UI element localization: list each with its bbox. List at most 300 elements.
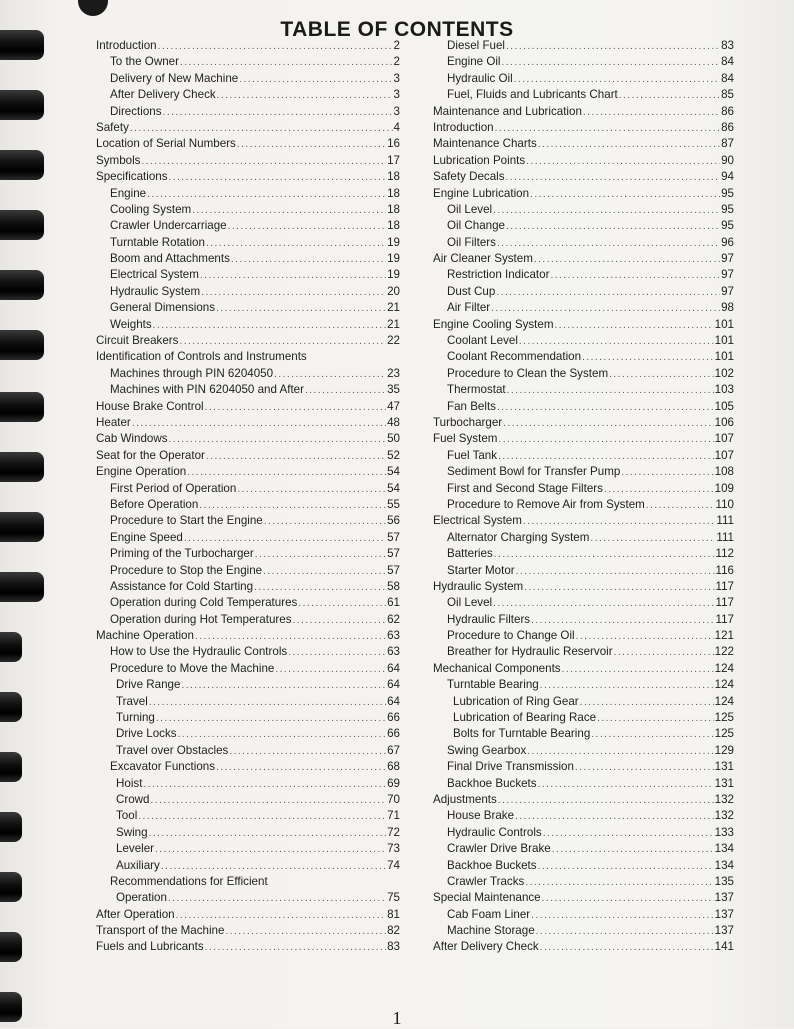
toc-entry-page: 107 — [714, 448, 734, 462]
toc-entry — [433, 808, 734, 824]
toc-entry — [433, 546, 734, 562]
toc-entry — [96, 38, 400, 54]
toc-entry-page: 18 — [387, 219, 400, 233]
toc-entry-page: 2 — [393, 55, 400, 69]
toc-entry-title: Specifications — [96, 170, 168, 184]
toc-entry-title: First and Second Stage Filters — [447, 481, 603, 495]
leader-dots — [288, 645, 386, 660]
toc-entry — [96, 448, 400, 464]
leader-dots — [583, 105, 720, 120]
toc-entry-page: 16 — [387, 137, 400, 151]
toc-entry-title: Electrical System — [110, 268, 199, 282]
leader-dots — [552, 842, 714, 857]
toc-entry — [433, 923, 734, 939]
toc-entry-title: Fuel, Fluids and Lubricants Chart — [447, 88, 618, 102]
toc-entry — [96, 759, 400, 775]
toc-entry-title: Adjustments — [433, 792, 497, 806]
toc-entry — [96, 464, 400, 480]
leader-dots — [130, 121, 393, 136]
toc-entry-title: Hydraulic Filters — [447, 612, 531, 626]
toc-entry-page: 107 — [714, 432, 734, 446]
toc-entry-page: 81 — [387, 907, 400, 921]
leader-dots — [138, 809, 386, 824]
leader-dots — [495, 121, 721, 136]
toc-entry-page: 52 — [387, 448, 400, 462]
toc-entry — [96, 153, 400, 169]
toc-entry-title: Priming of the Turbocharger — [110, 547, 254, 561]
toc-entry-title: Maintenance and Lubrication — [433, 104, 582, 118]
toc-entry — [433, 644, 734, 660]
leader-dots — [506, 219, 720, 234]
toc-entry-page: 134 — [714, 858, 734, 872]
toc-entry-page: 21 — [387, 301, 400, 315]
toc-entry-page: 57 — [387, 547, 400, 561]
toc-entry-title: Engine — [110, 186, 147, 200]
leader-dots — [168, 891, 386, 906]
toc-entry-title: Special Maintenance — [433, 891, 541, 905]
leader-dots — [216, 301, 386, 316]
toc-entry-page: 84 — [721, 71, 734, 85]
toc-entry-page: 50 — [387, 432, 400, 446]
leader-dots — [497, 236, 720, 251]
toc-entry — [433, 841, 734, 857]
toc-entry — [96, 120, 400, 136]
binding-ring — [0, 150, 44, 180]
toc-entry-page: 131 — [714, 776, 734, 790]
toc-entry — [96, 54, 400, 70]
binding-ring — [0, 210, 44, 240]
leader-dots — [200, 268, 386, 283]
leader-dots — [187, 465, 386, 480]
leader-dots — [498, 793, 714, 808]
leader-dots — [525, 875, 713, 890]
leader-dots — [619, 88, 720, 103]
toc-entry-title: Hydraulic Oil — [447, 71, 513, 85]
toc-entry-page: 137 — [714, 924, 734, 938]
toc-entry-title: Mechanical Components — [433, 661, 561, 675]
leader-dots — [538, 859, 714, 874]
toc-entry-title: Circuit Breakers — [96, 334, 179, 348]
toc-entry-page: 19 — [387, 268, 400, 282]
toc-entry-page: 117 — [715, 596, 734, 610]
leader-dots — [151, 793, 387, 808]
toc-entry — [96, 186, 400, 202]
leader-dots — [646, 498, 715, 513]
toc-entry-page: 129 — [714, 743, 734, 757]
toc-entry — [433, 694, 734, 710]
leader-dots — [531, 613, 714, 628]
toc-entry — [96, 743, 400, 759]
toc-entry-page: 19 — [387, 252, 400, 266]
toc-entry-page: 83 — [387, 940, 400, 954]
toc-entry — [433, 628, 734, 644]
toc-entry-page: 116 — [715, 563, 734, 577]
leader-dots — [255, 547, 386, 562]
toc-entry-page: 95 — [721, 202, 734, 216]
toc-entry-title: General Dimensions — [110, 301, 216, 315]
toc-entry-title: Hydraulic Controls — [447, 825, 542, 839]
toc-entry-page: 64 — [387, 678, 400, 692]
toc-entry — [433, 661, 734, 677]
leader-dots — [516, 564, 715, 579]
leader-dots — [263, 564, 386, 579]
page-title: TABLE OF CONTENTS — [280, 18, 514, 41]
toc-entry-page: 86 — [721, 104, 734, 118]
leader-dots — [534, 252, 720, 267]
toc-entry-page: 86 — [721, 120, 734, 134]
toc-entry-title: Safety — [96, 120, 129, 134]
toc-entry-title: Cab Foam Liner — [447, 907, 531, 921]
toc-entry — [433, 251, 734, 267]
toc-entry-title: Excavator Functions — [110, 760, 216, 774]
toc-entry-title: Crowd — [116, 792, 150, 806]
toc-entry-page: 141 — [714, 940, 734, 954]
leader-dots — [575, 760, 714, 775]
toc-entry-title: Maintenance Charts — [433, 137, 537, 151]
toc-entry-title: Symbols — [96, 153, 141, 167]
toc-entry-title: Cooling System — [110, 202, 192, 216]
toc-entry — [96, 792, 400, 808]
toc-entry-page: 117 — [715, 579, 734, 593]
leader-dots — [597, 711, 714, 726]
leader-dots — [264, 514, 386, 529]
toc-entry-title: Fuels and Lubricants — [96, 940, 204, 954]
leader-dots — [192, 203, 386, 218]
leader-dots — [543, 826, 714, 841]
page-number: 1 — [392, 1008, 402, 1028]
toc-entry-page: 20 — [387, 284, 400, 298]
toc-entry-title: Batteries — [447, 547, 493, 561]
leader-dots — [503, 416, 713, 431]
toc-entry — [433, 858, 734, 874]
leader-dots — [176, 908, 386, 923]
leader-dots — [216, 760, 386, 775]
leader-dots — [199, 498, 386, 513]
toc-entry — [433, 710, 734, 726]
toc-entry — [433, 776, 734, 792]
toc-entry — [433, 874, 734, 890]
toc-entry-page: 95 — [721, 186, 734, 200]
toc-entry-title: Breather for Hydraulic Reservoir — [447, 645, 613, 659]
toc-entry-page: 112 — [715, 547, 734, 561]
toc-entry-page: 98 — [721, 301, 734, 315]
toc-entry-title: Oil Filters — [447, 235, 496, 249]
toc-entry-title: Fuel System — [433, 432, 498, 446]
toc-entry-title: Oil Level — [447, 202, 493, 216]
toc-entry — [96, 431, 400, 447]
toc-entry-page: 95 — [721, 219, 734, 233]
toc-entry-page: 19 — [387, 235, 400, 249]
toc-entry — [96, 169, 400, 185]
toc-entry — [433, 153, 734, 169]
toc-entry — [433, 743, 734, 759]
toc-entry-title: House Brake — [447, 809, 515, 823]
toc-entry — [433, 38, 734, 54]
toc-column-left — [96, 38, 400, 956]
toc-entry-title: Thermostat — [447, 383, 506, 397]
toc-entry-page: 97 — [721, 284, 734, 298]
toc-entry-title: Air Filter — [447, 301, 491, 315]
leader-dots — [604, 482, 714, 497]
leader-dots — [536, 924, 714, 939]
toc-entry-title: Backhoe Buckets — [447, 858, 537, 872]
toc-entry-page: 105 — [714, 399, 734, 413]
leader-dots — [498, 449, 714, 464]
toc-entry-page: 83 — [721, 39, 734, 52]
leader-dots — [576, 629, 714, 644]
binding-ring — [0, 452, 44, 482]
leader-dots — [274, 367, 386, 382]
toc-entry-title: Fuel Tank — [447, 448, 498, 462]
toc-entry — [433, 235, 734, 251]
toc-entry-page: 69 — [387, 776, 400, 790]
toc-entry-page: 122 — [714, 645, 734, 659]
toc-entry-page: 137 — [714, 891, 734, 905]
leader-dots — [497, 400, 714, 415]
toc-entry-title: Sediment Bowl for Transfer Pump — [447, 465, 621, 479]
toc-entry-page: 73 — [387, 842, 400, 856]
toc-entry-page: 102 — [714, 366, 734, 380]
binding-ring — [0, 932, 22, 962]
toc-entry — [433, 677, 734, 693]
toc-entry-title: Cab Windows — [96, 432, 168, 446]
leader-dots — [523, 514, 715, 529]
leader-dots — [158, 39, 393, 54]
toc-entry — [96, 776, 400, 792]
toc-entry-page: 111 — [716, 514, 734, 528]
toc-entry — [433, 595, 734, 611]
toc-entry-page: 82 — [387, 924, 400, 938]
toc-entry-page: 48 — [387, 415, 400, 429]
leader-dots — [217, 88, 393, 103]
toc-entry-page: 117 — [715, 612, 734, 626]
leader-dots — [132, 416, 386, 431]
toc-entry — [433, 284, 734, 300]
binding-ring — [0, 572, 44, 602]
toc-entry-title: Assistance for Cold Starting — [110, 579, 254, 593]
toc-entry-page: 3 — [393, 71, 400, 85]
toc-entry-title: Starter Motor — [447, 563, 515, 577]
toc-entry-title: Location of Serial Numbers — [96, 137, 236, 151]
toc-entry-page: 2 — [393, 39, 400, 52]
binding-ring — [0, 632, 22, 662]
toc-entry-title: Heater — [96, 415, 131, 429]
toc-entry-page: 66 — [387, 711, 400, 725]
toc-entry-title: Directions — [110, 104, 162, 118]
toc-entry-title: Coolant Level — [447, 334, 518, 348]
toc-entry — [96, 267, 400, 283]
toc-entry-page: 108 — [714, 465, 734, 479]
toc-column-right — [433, 38, 734, 956]
toc-entry-page: 103 — [714, 383, 734, 397]
toc-entry-page: 62 — [387, 612, 400, 626]
toc-entry — [96, 218, 400, 234]
leader-dots — [555, 318, 714, 333]
leader-dots — [156, 711, 386, 726]
toc-entry — [433, 939, 734, 955]
toc-entry-page: 4 — [393, 120, 400, 134]
toc-entry-page: 75 — [387, 891, 400, 905]
toc-entry — [433, 349, 734, 365]
toc-entry-page: 94 — [721, 170, 734, 184]
toc-entry-title: Engine Lubrication — [433, 186, 530, 200]
toc-entry — [96, 415, 400, 431]
toc-entry-page: 124 — [714, 661, 734, 675]
toc-entry-title: Delivery of New Machine — [110, 71, 239, 85]
leader-dots — [502, 55, 721, 70]
toc-entry-title: Procedure to Change Oil — [447, 629, 575, 643]
toc-entry — [96, 595, 400, 611]
leader-dots — [201, 285, 386, 300]
toc-entry-page: 3 — [393, 104, 400, 118]
toc-entry-title: Crawler Drive Brake — [447, 842, 551, 856]
binding-ring — [0, 270, 44, 300]
toc-entry — [433, 333, 734, 349]
toc-entry — [96, 726, 400, 742]
toc-entry-page: 57 — [387, 563, 400, 577]
toc-entry — [96, 481, 400, 497]
toc-entry-page: 58 — [387, 579, 400, 593]
toc-entry-page: 137 — [714, 907, 734, 921]
toc-entry-title: Procedure to Stop the Engine — [110, 563, 263, 577]
toc-entry-title: Engine Speed — [110, 530, 183, 544]
toc-entry-page: 35 — [387, 383, 400, 397]
leader-dots — [515, 809, 714, 824]
toc-entry — [433, 825, 734, 841]
toc-entry-page: 54 — [387, 481, 400, 495]
toc-entry-page: 133 — [714, 825, 734, 839]
toc-entry-title: Turning — [116, 711, 155, 725]
toc-entry — [433, 481, 734, 497]
toc-entry-title: Crawler Tracks — [447, 874, 525, 888]
toc-entry-title: Swing — [116, 825, 148, 839]
toc-entry — [433, 530, 734, 546]
toc-entry-title: Engine Operation — [96, 465, 187, 479]
toc-entry — [96, 628, 400, 644]
toc-entry — [96, 366, 400, 382]
leader-dots — [540, 678, 714, 693]
leader-dots — [540, 940, 714, 955]
toc-entry-title: Hoist — [116, 776, 143, 790]
toc-entry-page: 54 — [387, 465, 400, 479]
toc-entry-title: After Delivery Check — [110, 88, 216, 102]
toc-entry-title: Seat for the Operator — [96, 448, 205, 462]
leader-dots — [184, 531, 386, 546]
toc-entry-title: Turntable Bearing — [447, 678, 539, 692]
toc-entry-title: Fan Belts — [447, 399, 496, 413]
toc-entry-title: Procedure to Clean the System — [447, 366, 609, 380]
toc-entry-page: 72 — [387, 825, 400, 839]
toc-entry-page: 90 — [721, 153, 734, 167]
toc-entry-title: Swing Gearbox — [447, 743, 527, 757]
toc-entry — [96, 710, 400, 726]
toc-entry-title: Auxiliary — [116, 858, 160, 872]
leader-dots — [298, 596, 386, 611]
leader-dots — [225, 924, 386, 939]
toc-entry-page: 135 — [714, 874, 734, 888]
leader-dots — [580, 695, 714, 710]
leader-dots — [530, 187, 720, 202]
toc-entry-page: 70 — [387, 792, 400, 806]
leader-dots — [496, 285, 720, 300]
toc-entry — [96, 923, 400, 939]
toc-entry-page: 131 — [714, 760, 734, 774]
toc-entry-title: Final Drive Transmission — [447, 760, 574, 774]
toc-entry-title: House Brake Control — [96, 399, 204, 413]
toc-entry-page: 87 — [721, 137, 734, 151]
leader-dots — [205, 400, 386, 415]
leader-dots — [254, 580, 386, 595]
leader-dots — [161, 859, 386, 874]
toc-entry — [96, 284, 400, 300]
toc-entry-page: 18 — [387, 170, 400, 184]
toc-entry — [433, 54, 734, 70]
toc-entry — [433, 399, 734, 415]
leader-dots — [206, 236, 386, 251]
toc-entry-page: 21 — [387, 317, 400, 331]
toc-entry-title: Procedure to Move the Machine — [110, 661, 275, 675]
toc-entry-title: Diesel Fuel — [447, 39, 505, 52]
leader-dots — [305, 383, 386, 398]
leader-dots — [542, 891, 714, 906]
leader-dots — [237, 137, 386, 152]
toc-entry — [433, 612, 734, 628]
toc-entry — [96, 841, 400, 857]
toc-entry-title: Recommendations for Efficient — [110, 874, 268, 888]
leader-dots — [231, 252, 386, 267]
toc-entry-title: Turntable Rotation — [110, 235, 205, 249]
toc-entry-page: 55 — [387, 497, 400, 511]
toc-entry-page: 101 — [714, 334, 734, 348]
toc-entry — [433, 497, 734, 513]
toc-entry — [433, 218, 734, 234]
toc-entry — [433, 890, 734, 906]
toc-entry-title: Lubrication of Ring Gear — [453, 694, 579, 708]
leader-dots — [169, 432, 387, 447]
toc-entry-title: Transport of the Machine — [96, 924, 225, 938]
toc-entry-title: Leveler — [116, 842, 155, 856]
toc-entry-title: Dust Cup — [447, 284, 496, 298]
leader-dots — [591, 727, 713, 742]
toc-entry-page: 74 — [387, 858, 400, 872]
toc-entry — [433, 579, 734, 595]
leader-dots — [538, 137, 720, 152]
toc-entry — [433, 71, 734, 87]
toc-entry — [433, 136, 734, 152]
toc-entry-page: 71 — [387, 809, 400, 823]
toc-entry-page: 132 — [714, 792, 734, 806]
toc-entry-page: 97 — [721, 252, 734, 266]
toc-entry-page: 68 — [387, 760, 400, 774]
toc-entry-page: 97 — [721, 268, 734, 282]
leader-dots — [614, 645, 714, 660]
toc-entry — [96, 612, 400, 628]
leader-dots — [180, 55, 393, 70]
toc-entry-title: Crawler Undercarriage — [110, 219, 227, 233]
toc-entry-page: 96 — [721, 235, 734, 249]
toc-entry-page: 85 — [721, 88, 734, 102]
toc-entry — [433, 464, 734, 480]
leader-dots — [590, 531, 715, 546]
leader-dots — [178, 727, 387, 742]
toc-entry — [96, 513, 400, 529]
toc-entry — [96, 136, 400, 152]
leader-dots — [526, 154, 720, 169]
toc-entry-page: 18 — [387, 186, 400, 200]
binding-ring — [0, 512, 44, 542]
toc-entry-page: 56 — [387, 514, 400, 528]
toc-entry — [96, 382, 400, 398]
